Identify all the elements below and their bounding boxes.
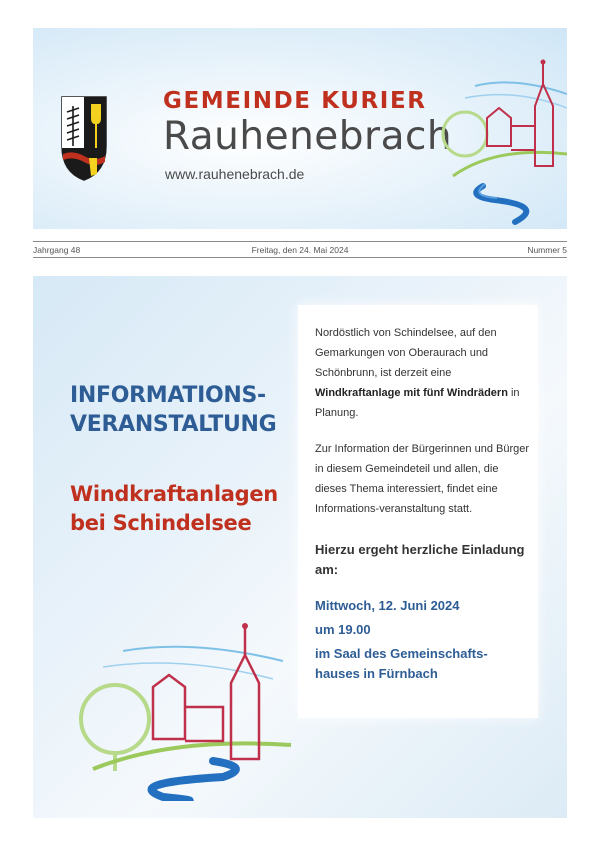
- event-headline: [70, 381, 276, 439]
- headline-line: INFORMATIONS-: [70, 383, 266, 408]
- info-text-box: [298, 305, 538, 718]
- event-date: Mittwoch, 12. Juni 2024: [315, 598, 460, 613]
- village-church-illustration: [63, 621, 293, 801]
- newspaper-title: GEMEINDE KURIER: [163, 88, 427, 114]
- municipality-name: Rauhenebrach: [163, 114, 453, 159]
- intro-emphasis: Windkraftanlage mit fünf Windrädern: [315, 387, 508, 399]
- village-church-illustration: [435, 46, 567, 229]
- headline-line: VERANSTALTUNG: [70, 412, 277, 437]
- intro-paragraph: [315, 323, 530, 423]
- intro-text: Nordöstlich von Schindelsee, auf den Gemarkungen von Oberaurach und Schönbrunn, ist derzeit eine: [315, 327, 497, 379]
- website-link[interactable]: www.rauhenebrach.de: [165, 166, 305, 182]
- event-location: im Saal des Gemeinschafts-hauses in Fürnbach: [315, 646, 488, 681]
- topic-line: Windkraftanlagen: [70, 482, 278, 506]
- purpose-paragraph: Zur Information der Bürgerinnen und Bürger in diesem Gemeindeteil und allen, die dieses Thema interessiert, findet eine Informations-veranstaltung statt.: [315, 443, 530, 515]
- issue-number: Nummer 5: [527, 245, 567, 255]
- volume-label: Jahrgang 48: [33, 245, 81, 255]
- invitation-text: Hierzu ergeht herzliche Einladung am:: [315, 542, 525, 577]
- coat-of-arms-icon: [61, 96, 107, 182]
- issue-info-bar: [33, 241, 567, 258]
- event-time: um 19.00: [315, 622, 371, 637]
- masthead: [33, 28, 567, 229]
- event-topic: [70, 480, 278, 538]
- topic-line: bei Schindelsee: [70, 511, 252, 535]
- intro-text-end: in Planung.: [315, 387, 520, 419]
- announcement-panel: [33, 276, 567, 818]
- issue-date: Freitag, den 24. Mai 2024: [251, 245, 349, 255]
